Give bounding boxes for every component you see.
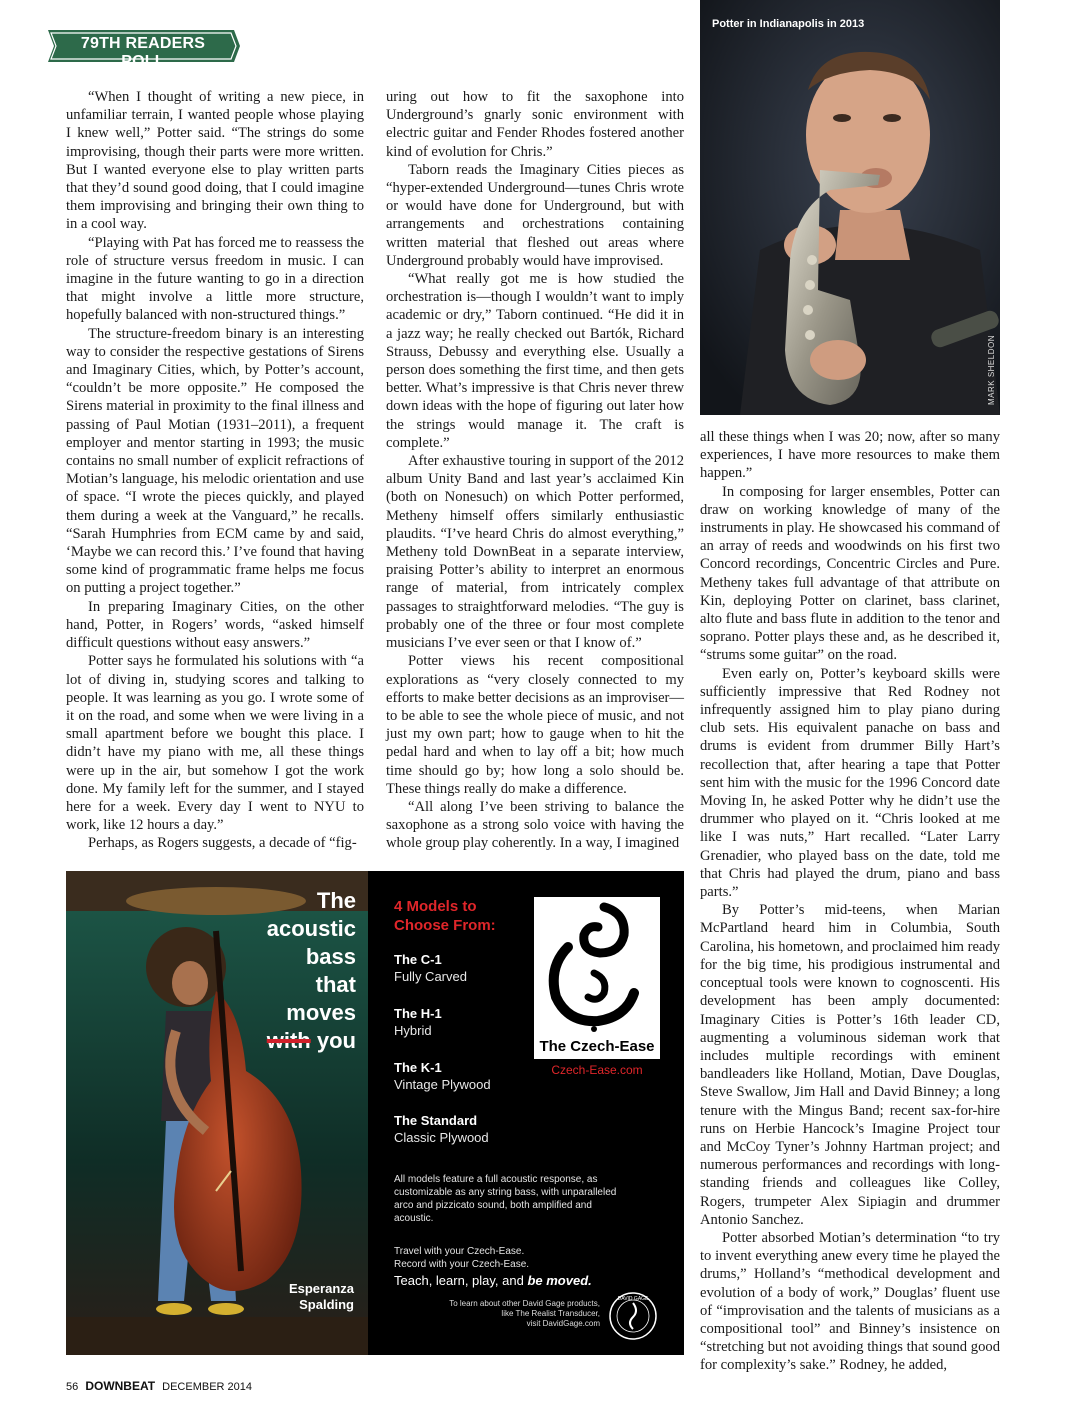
ad-photo (66, 871, 368, 1355)
article-column-2 (386, 88, 684, 853)
artist-first-name: Esperanza (288, 1281, 354, 1296)
ad-travel-copy (394, 1245, 529, 1271)
model-desc: Hybrid (394, 1023, 432, 1038)
page-footer (66, 1379, 252, 1393)
ad-artist-name (289, 1281, 354, 1313)
czech-ease-advertisement[interactable] (66, 871, 684, 1355)
photo-credit: MARK SHELDON (987, 334, 996, 405)
paragraph: The structure-freedom binary is an interesting way to consider the respective gestations of Sirens and Imaginary Cities, which, by Potter’s account, “couldn’t be more opposite.” He composed the Sirens material in proximity to the final illness and passing of Paul Motian (1931–2011), a frequent employer and mentor starting in 1993; the music contains no small number of explicit refractions of Motian’s language, his melodic orientation and use of space. “I wrote the pieces quickly, and played them during a week at the Vanguard,” he recalls. “Sarah Humphries from ECM came by and said, ‘Maybe we can record this.’ I’ve found that having some kind of programmatic frame helps me focus on putting a project together.” (66, 325, 364, 597)
model-desc: Vintage Plywood (394, 1077, 491, 1092)
models-title: 4 Models to Choose From: (394, 898, 496, 934)
article-column-1 (66, 88, 364, 853)
model-desc: Classic Plywood (394, 1130, 489, 1145)
paragraph: Potter views his recent compositional explorations as “very closely connected to my efforts to make better decisions as an improviser—to be able to see the whole piece of music, and not just my own part; how to gauge when to hit the pedal hard and when to lay off a bit; how much time should go by; how long a solo should be. These things really do make a difference. (386, 653, 684, 797)
tagline-start: Teach, learn, play, and (394, 1273, 528, 1288)
model-name: The C-1 (394, 952, 442, 967)
learn-line: like The Realist Transducer, (501, 1309, 600, 1318)
paragraph: In composing for larger ensembles, Potter can draw on working knowledge of many of the instruments in play. He showcased his command of an array of reeds and woodwinds on his first two Concord recordings, Concentric Circles and Pure. Metheny takes full advantage of that attribute on Kin, deploying Potter on clarinet, bass clarinet, alto flute and bass flute in addition to the tenor and soprano. Potter plays these and, as he described it, “strums some guitar” on the road. (700, 483, 1000, 664)
headline-line: acoustic (266, 916, 356, 941)
headline-line: moves (286, 1000, 356, 1025)
ad-tagline (394, 1273, 592, 1288)
banner-label: 79TH READERS POLL (80, 35, 206, 70)
paragraph: “When I thought of writing a new piece, in unfamiliar terrain, I wanted people whose playing I knew well,” Potter said. “The strings do some improvising, though their parts were more written. But I wanted everyone else to play written parts that they’d sound good doing, that I could imagine them improvising and bringing their own thing to in a cool way. (66, 89, 364, 233)
page-number: 56 (66, 1381, 79, 1393)
ad-body-copy: All models feature a full acoustic response, as customizable as any string bass, with unparalleled arco and pizzicato sound, both amplified and acoustic. (394, 1174, 617, 1224)
paragraph: Potter says he formulated his solutions with “a lot of diving in, studying scores and talking to people. It was learning as you go. I wrote some of it on the road, and some when we were living in a small apartment before we bought this place. I didn’t have my piano with me, all these things were up in the air, but somehow I got the work done. My family left for the summer, and I stayed here for a week. Every day I went to NYU to work, like 12 hours a day.” (66, 653, 364, 834)
czech-ease-logo (534, 897, 660, 1059)
ad-headline (267, 887, 356, 1055)
seal-text: DAVID GAGE (617, 1296, 649, 1302)
record-line: Record with your Czech-Ease. (394, 1259, 530, 1270)
headline-line: The (316, 888, 356, 913)
photo-caption: Potter in Indianapolis in 2013 (712, 18, 865, 30)
travel-line: Travel with your Czech-Ease. (394, 1246, 525, 1257)
tagline-emphasis: be moved. (527, 1273, 592, 1288)
headline-line: that (315, 972, 356, 997)
model-item (394, 1059, 491, 1093)
paragraph: In preparing Imaginary Cities, on the other hand, Potter, in Rogers’ words, “asked himself difficult questions without easy answers.” (66, 598, 364, 652)
paragraph: Potter absorbed Motian’s determination “to try to invent everything anew every time he played the drums,” Holland’s “methodical development and evolution of a body of work,” Douglas’ fluent use of “improvisation and the talents of musicians as a compositional tool” and Binney’s insistence on “stretching but not avoiding things that sound good for complexity’s sake.” Rodney, he added, (700, 1229, 1000, 1374)
model-name: The Standard (394, 1113, 478, 1128)
model-name: The H-1 (394, 1006, 442, 1021)
paragraph: By Potter’s mid-teens, when Marian McPartland heard him in Columbia, South Carolina, his hometown, and proclaimed him ready for the big time, his prodigious instrumental and conceptual tools were known to cognoscenti. His development has been amply documented: Imaginary Cities is Potter’s 16th leader CD, augmenting a voluminous sideman work that includes multiple recordings with eminent bandleaders like Holland, Motian, Dave Douglas, Steve Swallow, Jim Hall and David Binney; a long tenure with the Mingus Band; recent sax-for-hire runs on Herbie Hancock’s Imagine Project tour and McCoy Tyner’s Johnny Hartman project; and numerous performances and recordings with long-standing friends and colleagues like Colley, Rogers, trumpeter Alex Sipiagin and drummer Antonio Sanchez. (700, 902, 1000, 1228)
headline-line: bass (305, 944, 356, 969)
model-item (394, 1005, 442, 1039)
model-desc: Fully Carved (394, 969, 467, 984)
headline-end-word: you (316, 1028, 356, 1053)
bass-scroll-logo-icon (534, 897, 660, 1033)
issue-date: DECEMBER 2014 (162, 1381, 253, 1393)
model-name: The K-1 (394, 1060, 442, 1075)
logo-wordmark: The Czech-Ease (539, 1038, 655, 1055)
paragraph: “All along I’ve been striving to balance the saxophone as a strong solo voice with having the whole group play coherently. In a way, I imagined (386, 798, 684, 852)
paragraph: Perhaps, as Rogers suggests, a decade of “fig- (88, 835, 357, 852)
learn-line: visit DavidGage.com (526, 1319, 600, 1328)
learn-line: To learn about other David Gage products, (449, 1299, 600, 1308)
article-column-3 (700, 428, 1000, 1375)
seal-graphic (608, 1291, 658, 1341)
paragraph: Even early on, Potter’s keyboard skills were sufficiently impressive that Red Rodney not infrequently assigned him to play piano during club sets. His equivalent panache on bass and drums is evident from drummer Billy Hart’s recollection that, after hearing a tape that Potter sent him with the music for the 1996 Concord date Moving In, he asked Potter why he didn’t use the drummer who played on it. “Chris looked at me like I was nuts,” Hart recalled. “Later Larry Grenadier, who played bass on the date, told me that Chris had played the drum, piano and bass parts.” (700, 665, 1000, 901)
david-gage-seal-icon (608, 1291, 658, 1341)
paragraph: After exhaustive touring in support of the 2012 album Unity Band and last year’s acclaimed Kin (both on Nonesuch) on which Potter performed, Metheny himself offers similarly enthusiastic plaudits. “I’ve heard Chris do almost everything,” Metheny told DownBeat in a separate interview, praising Potter’s ability to interpret an enormous range of material, from intricately complex passages to straightforward melodies. “The guy is probably one of the three or four most complete musicians I’ve ever seen or that I know of.” (386, 453, 684, 652)
paragraph: “Playing with Pat has forced me to reassess the role of structure versus freedom in music. I can imagine in the future wanting to go in a direction that might involve a little more structure, hopefully balanced with non-structured things.” (66, 234, 364, 324)
ad-info-panel (368, 871, 684, 1355)
ad-website-link[interactable]: Czech-Ease.com (551, 1063, 643, 1077)
paragraph: Taborn reads the Imaginary Cities pieces as “hyper-extended Underground—tunes Chris wrote or would have done for Underground, but with arrangements and orchestrations containing written material that fleshed out areas where Underground probably would have improvised. (386, 161, 684, 269)
model-item (394, 951, 467, 985)
magazine-name: DOWNBEAT (85, 1379, 156, 1393)
headline-strike-word: with (266, 1028, 311, 1053)
potter-photo (700, 0, 1000, 415)
paragraph: “What really got me is how studied the orchestration is—though I wouldn’t want to imply academic or dry,” Taborn continued. “He did it in a jazz way; he really checked out Bartók, Richard Strauss, Debussy and everything else. Usually a person does something the first time, and then gets better. What’s impressive is that Chris never threw down ideas with the hope of figuring out later how the strings would manage it. The craft is complete.” (386, 271, 684, 451)
paragraph: all these things when I was 20; now, after so many experiences, I have more resources to make them happen.” (700, 429, 1000, 482)
headline-line (267, 1027, 356, 1055)
paragraph: uring out how to fit the saxophone into Underground’s gnarly sonic environment with electric guitar and Fender Rhodes fostered another kind of evolution for Chris.” (386, 89, 684, 160)
model-item (394, 1112, 489, 1146)
ad-learn-more (428, 1299, 600, 1329)
artist-last-name: Spalding (299, 1297, 354, 1312)
saxophonist-illustration (700, 0, 1000, 415)
section-banner (48, 30, 240, 70)
